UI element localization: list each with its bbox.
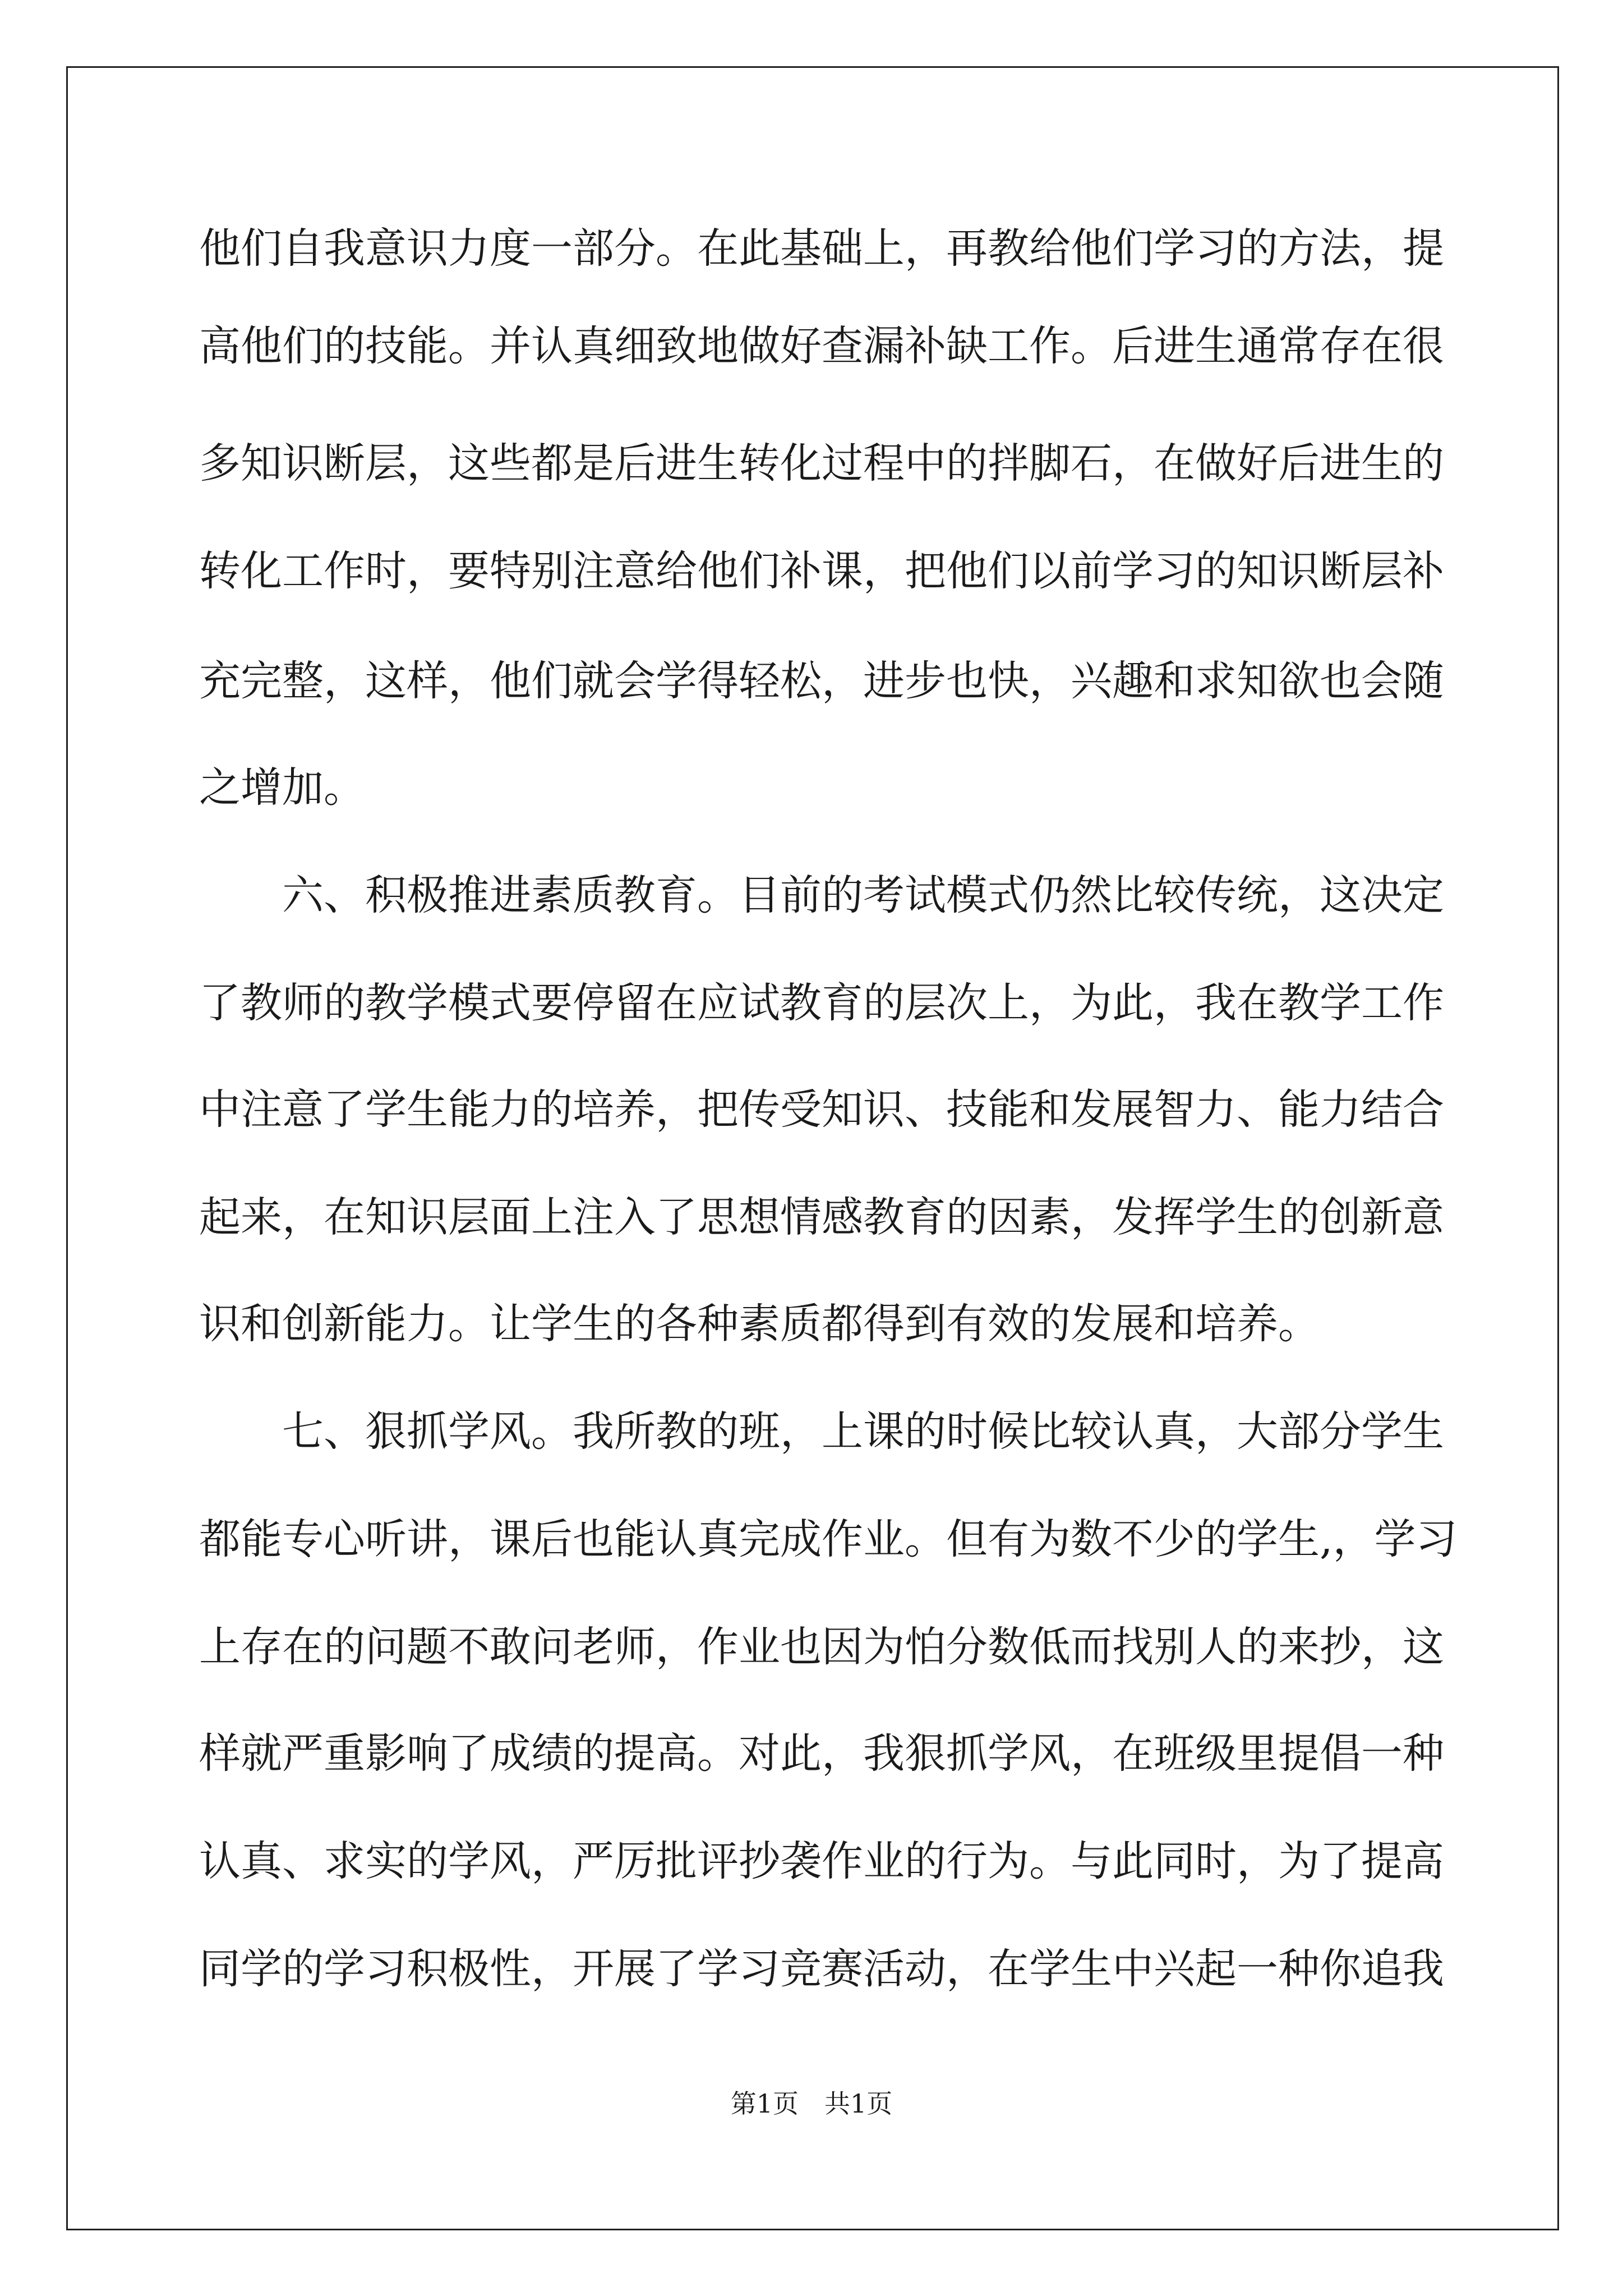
text-line: 中注意了学生能力的培养，把传受知识、技能和发展智力、能力结合 [199,1085,1444,1134]
text-line: 转化工作时，要特别注意给他们补课，把他们以前学习的知识断层补 [199,547,1444,595]
text-line: 充完整，这样，他们就会学得轻松，进步也快，兴趣和求知欲也会随 [199,657,1444,705]
text-line: 识和创新能力。让学生的各种素质都得到有效的发展和培养。 [199,1300,1320,1348]
text-line: 多知识断层，这些都是后进生转化过程中的拌脚石，在做好后进生的 [199,439,1444,487]
text-line: 认真、求实的学风，严厉批评抄袭作业的行为。与此同时，为了提高 [199,1837,1444,1885]
page-border [66,66,1559,2230]
text-line: 了教师的教学模式要停留在应试教育的层次上，为此，我在教学工作 [199,979,1444,1027]
text-line: 起来，在知识层面上注入了思想情感教育的因素，发挥学生的创新意 [199,1193,1444,1241]
text-line: 六、积极推进素质教育。目前的考试模式仍然比较传统，这决定 [199,871,1444,919]
text-line: 七、狠抓学风。我所教的班，上课的时候比较认真，大部分学生 [199,1407,1444,1456]
text-line: 之增加。 [199,763,365,812]
text-line: 都能专心听讲，课后也能认真完成作业。但有为数不少的学生,，学习 [199,1515,1458,1563]
text-line: 样就严重影响了成绩的提高。对此，我狠抓学风，在班级里提倡一种 [199,1729,1444,1778]
text-line: 同学的学习积极性，开展了学习竞赛活动，在学生中兴起一种你追我 [199,1945,1444,1993]
text-line: 高他们的技能。并认真细致地做好查漏补缺工作。后进生通常存在很 [199,322,1444,370]
text-line: 他们自我意识力度一部分。在此基础上，再教给他们学习的方法，提 [199,224,1444,273]
page-number: 第1页 共1页 [730,2088,893,2119]
text-line: 上存在的问题不敢问老师，作业也因为怕分数低而找别人的来抄，这 [199,1623,1444,1671]
